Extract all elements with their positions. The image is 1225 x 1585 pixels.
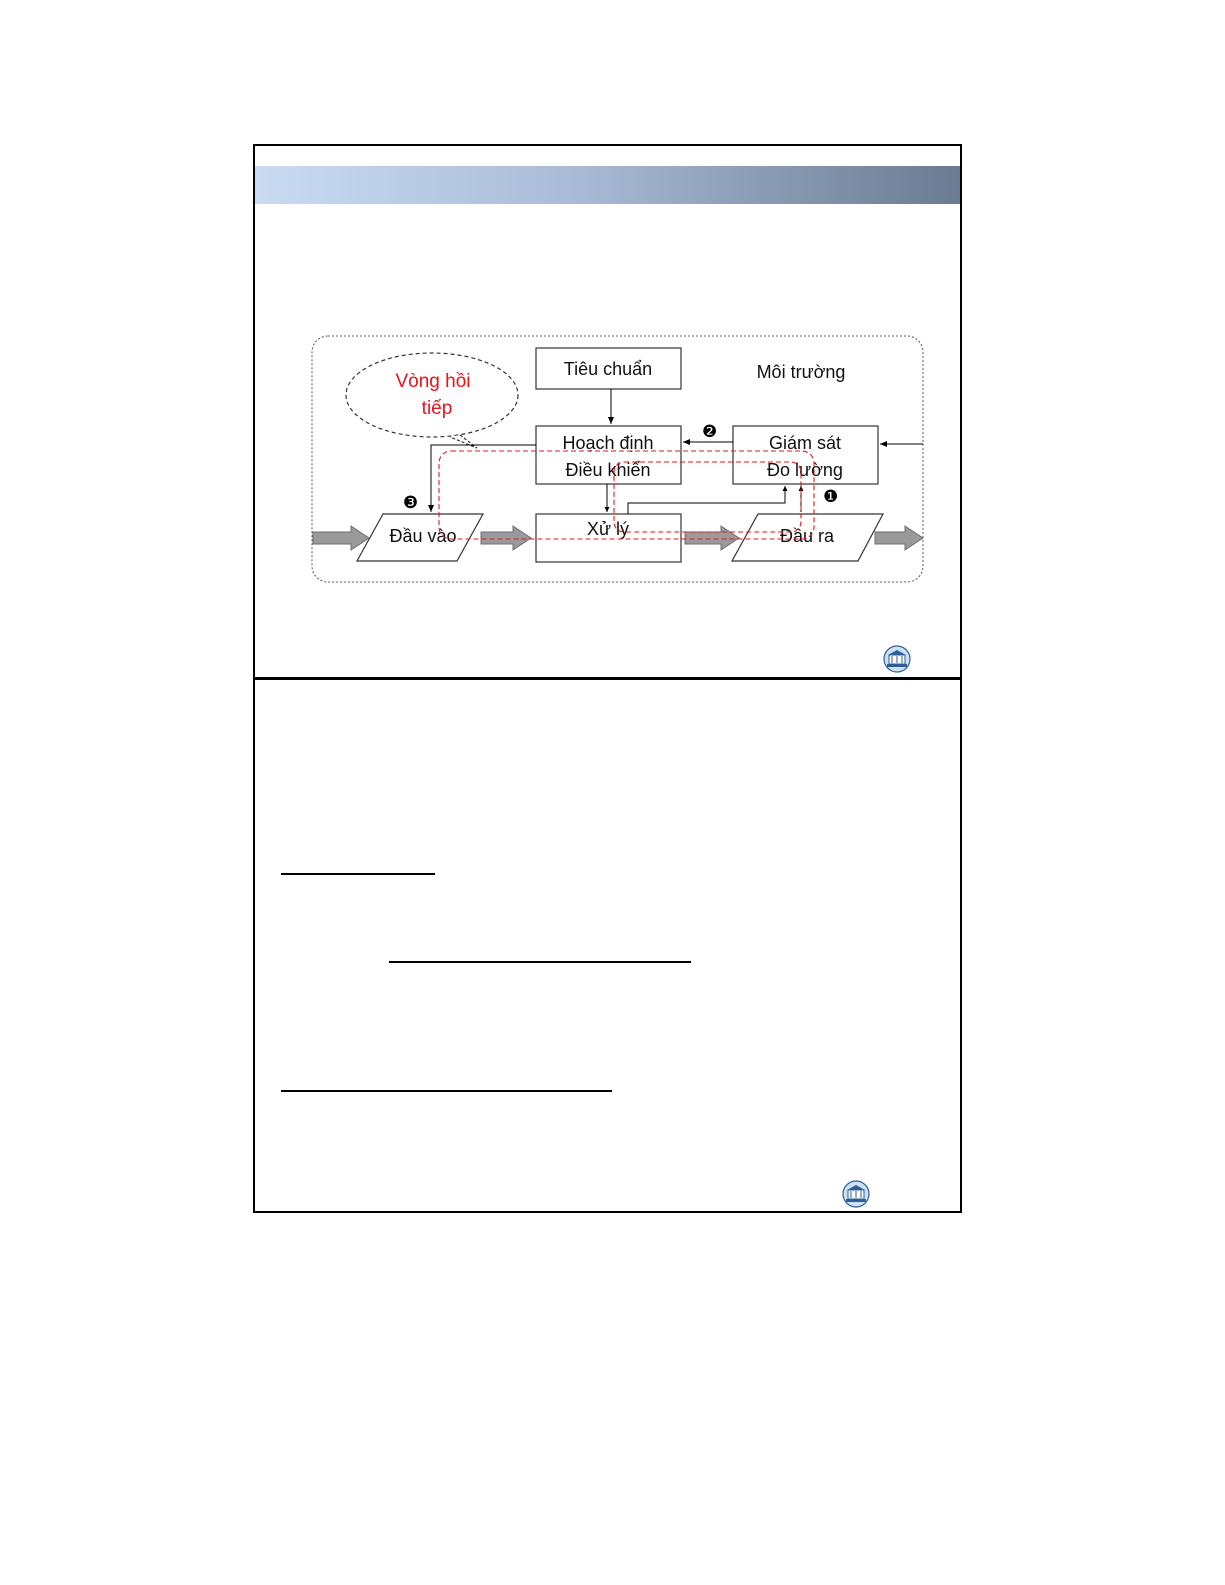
planning-label-line1: Hoạch định [562, 433, 654, 453]
arrow-process-monitoring [628, 486, 785, 514]
monitoring-label-line2: Đo lường [767, 460, 843, 480]
monitoring-label-line1: Giám sát [768, 433, 842, 453]
heading-underline-2 [389, 961, 691, 963]
flow-arrow-process-output [685, 526, 739, 550]
environment-label: Môi trường [756, 362, 846, 382]
feedback-label-line2: tiếp [421, 398, 453, 419]
feedback-label-line1: Vòng hồi [395, 371, 471, 392]
standard-label: Tiêu chuẩn [563, 359, 653, 379]
process-label: Xử lý [586, 519, 630, 539]
university-logo-icon [841, 1180, 871, 1208]
arrow-planning-input [431, 445, 536, 512]
flow-arrow-out [875, 526, 923, 550]
feedback-bubble-tail [450, 435, 477, 448]
marker-1: ❶ [823, 487, 839, 507]
planning-label-line2: Điều khiển [565, 460, 651, 480]
heading-underline-3 [281, 1090, 612, 1092]
output-label: Đầu ra [779, 526, 835, 546]
marker-3: ❸ [403, 493, 419, 513]
input-label: Đầu vào [389, 526, 457, 546]
slide-1 [253, 144, 962, 679]
slide-2 [253, 678, 962, 1213]
feedback-loop-diagram [255, 146, 960, 677]
flow-arrow-in [313, 526, 369, 550]
feedback-bubble [346, 353, 518, 437]
university-logo-icon [882, 645, 912, 673]
marker-2: ❷ [702, 422, 718, 442]
heading-underline-1 [281, 873, 435, 875]
flow-arrow-input-process [481, 526, 531, 550]
